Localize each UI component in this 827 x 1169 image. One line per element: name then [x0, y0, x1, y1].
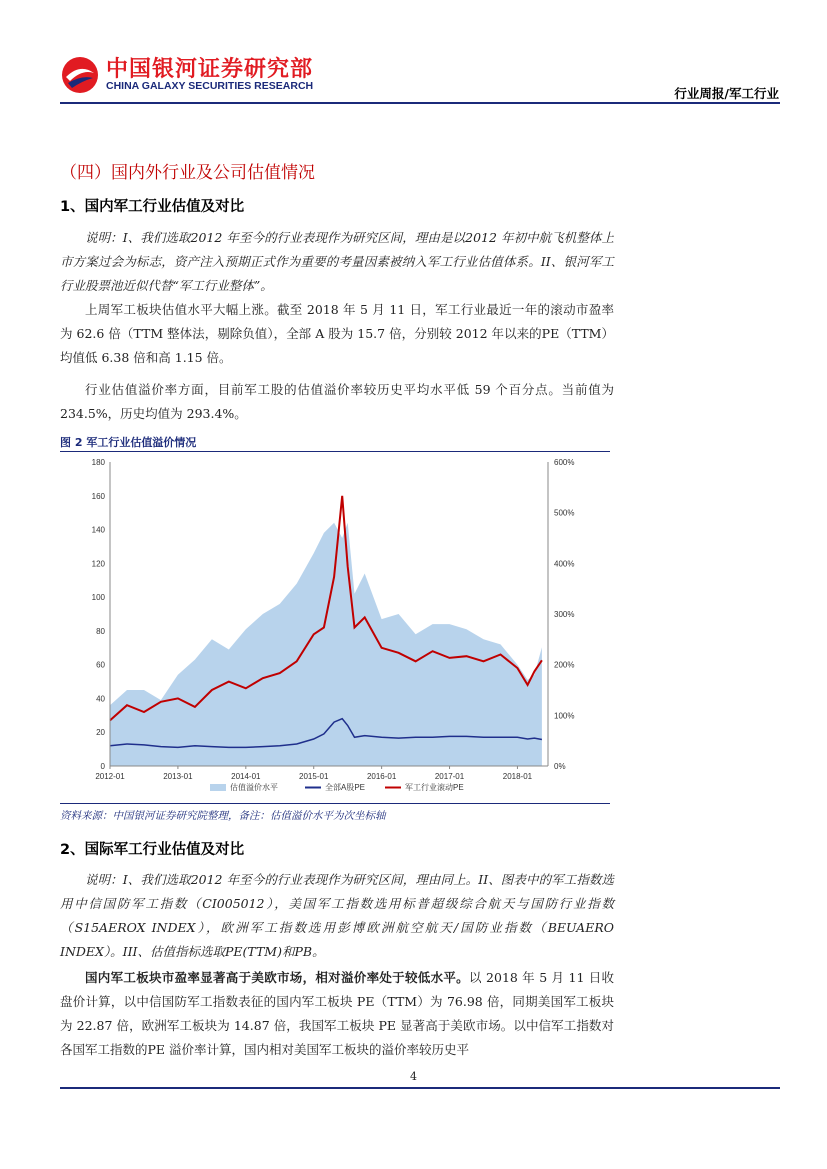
valuation-chart — [60, 452, 610, 802]
figure-title: 图 2 军工行业估值溢价情况 — [60, 436, 197, 449]
logo-english-text: CHINA GALAXY SECURITIES RESEARCH — [106, 80, 314, 92]
legend-label: 军工行业滚动PE — [405, 783, 464, 792]
y-left-tick-label: 180 — [91, 458, 105, 467]
x-tick-label: 2018-01 — [502, 772, 533, 781]
report-category: 行业周报/军工行业 — [674, 86, 779, 101]
y-left-tick-label: 0 — [100, 762, 105, 771]
paragraph-lead-bold: 国内军工板块市盈率显著高于美欧市场，相对溢价率处于较低水平。 — [85, 970, 469, 985]
paragraph-body: 以 2018 年 5 月 11 日收盘价计算，以中信国防军工指数表征的国内军工板块 PE（TTM）为 76.98 倍，同期美国军工板块为 22.87 倍，欧洲军工板块为 14.87 倍，我国军工板块 PE 显著高于美欧市场。以中信军工指数对各国军工指数的PE 溢价率计算，国内相对美国军工板块的溢价率较历史平 — [60, 970, 614, 1057]
y-right-tick-label: 600% — [554, 458, 575, 467]
footer-divider — [60, 1087, 780, 1089]
x-tick-label: 2015-01 — [299, 772, 329, 781]
x-tick-label: 2012-01 — [95, 772, 125, 781]
header-divider — [60, 102, 780, 104]
y-right-tick-label: 200% — [554, 660, 575, 670]
section-title: （四）国内外行业及公司估值情况 — [60, 163, 315, 183]
y-left-tick-label: 20 — [96, 728, 105, 738]
heading-domestic-valuation: 1、国内军工行业估值及对比 — [60, 199, 245, 215]
chart-svg — [60, 452, 610, 802]
legend-label: 估值溢价水平 — [230, 783, 278, 792]
y-left-tick-label: 140 — [91, 525, 105, 535]
y-right-tick-label: 100% — [554, 711, 575, 721]
paragraph-international-pe — [60, 966, 614, 1062]
y-left-tick-label: 160 — [91, 491, 105, 501]
note-paragraph-1: 说明：I、我们选取2012 年至今的行业表现作为研究区间，理由是以2012 年初中航飞机整体上市方案过会为标志，资产注入预期正式作为重要的考量因素被纳入军工行业估值体系。II、银河军工行业股票池近似代替“军工行业整体”。 — [60, 230, 614, 293]
legend-swatch — [210, 784, 226, 791]
y-left-tick-label: 120 — [91, 559, 105, 569]
y-left-tick-label: 40 — [96, 694, 105, 704]
y-left-tick-label: 100 — [91, 593, 105, 603]
heading-international-valuation: 2、国际军工行业估值及对比 — [60, 842, 245, 858]
page-number: 4 — [410, 1070, 417, 1083]
figure-source: 资料来源：中国银河证券研究院整理，备注：估值溢价水平为次坐标轴 — [60, 810, 386, 822]
x-tick-label: 2016-01 — [366, 772, 397, 781]
paragraph-pe-summary: 上周军工板块估值水平大幅上涨。截至 2018 年 5 月 11 日，军工行业最近一年的滚动市盈率为 62.6 倍（TTM 整体法，剔除负值），全部 A 股为 15.7 倍，分别较 2012 年以来的PE（TTM）均值低 6.38 倍和高 1.15 倍。 — [60, 302, 614, 365]
x-tick-label: 2014-01 — [231, 772, 261, 781]
legend-label: 全部A股PE — [325, 783, 366, 792]
y-right-tick-label: 500% — [554, 508, 575, 518]
series-premium-area — [110, 523, 542, 766]
y-right-tick-label: 300% — [554, 610, 575, 619]
y-left-tick-label: 80 — [96, 626, 105, 636]
y-right-tick-label: 0% — [554, 762, 566, 771]
logo-chinese-text: 中国银河证券研究部 — [106, 57, 314, 82]
galaxy-logo-icon — [60, 55, 100, 95]
x-tick-label: 2013-01 — [163, 772, 193, 781]
figure-bottom-rule — [60, 803, 610, 804]
x-tick-label: 2017-01 — [434, 772, 465, 781]
note-paragraph-2: 说明：I、我们选取2012 年至今的行业表现作为研究区间，理由同上。II、图表中的军工指数选用中信国防军工指数（CI005012），美国军工指数选用标普超级综合航天与国防行业指数（S15AEROX INDEX），欧洲军工指数选用彭博欧洲航空航天/国防业指数（BEUAERO INDEX）。III、估值指标选取PE(TTM)和PB。 — [60, 872, 614, 959]
y-right-tick-label: 400% — [554, 559, 575, 569]
y-left-tick-label: 60 — [96, 660, 105, 670]
paragraph-premium: 行业估值溢价率方面，目前军工股的估值溢价率较历史平均水平低 59 个百分点。当前值为 234.5%，历史均值为 293.4%。 — [60, 382, 614, 421]
